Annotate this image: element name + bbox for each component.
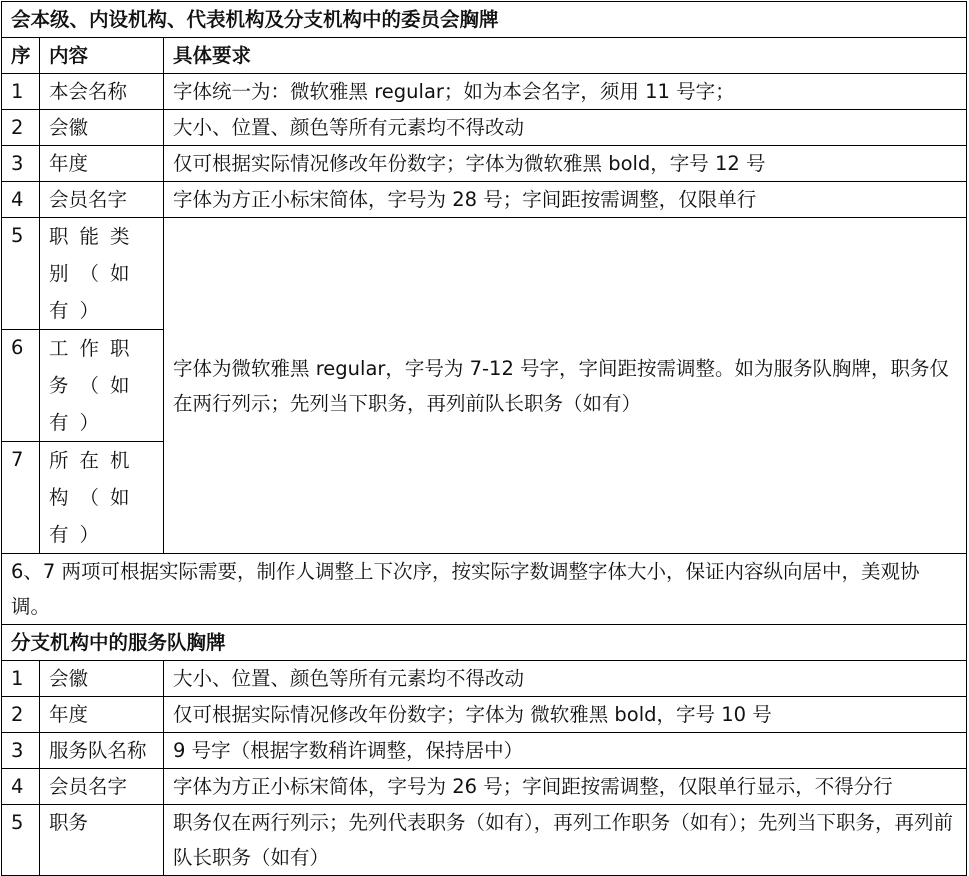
header-seq: 序 [2,38,40,74]
seq-cell: 6 [2,330,40,442]
table-row [2,218,967,330]
table-row [2,661,967,697]
requirement-cell: 字体统一为：微软雅黑 regular；如为本会名字，须用 11 号字； [164,74,967,110]
seq-cell: 3 [2,146,40,182]
seq-cell: 7 [2,442,40,554]
requirement-cell: 字体为方正小标宋简体，字号为 26 号；字间距按需调整，仅限单行显示，不得分行 [164,769,967,805]
seq-cell: 2 [2,697,40,733]
seq-cell: 1 [2,74,40,110]
content-cell: 会徽 [40,110,164,146]
table-row [2,182,967,218]
requirement-cell: 仅可根据实际情况修改年份数字；字体为微软雅黑 bold，字号 12 号 [164,146,967,182]
content-cell: 所在机构（如有） [40,442,164,554]
requirement-cell: 仅可根据实际情况修改年份数字；字体为 微软雅黑 bold，字号 10 号 [164,697,967,733]
badge-spec-table [1,1,967,876]
content-cell: 年度 [40,697,164,733]
content-cell: 职务 [40,805,164,876]
seq-cell: 4 [2,769,40,805]
content-cell: 本会名称 [40,74,164,110]
content-cell: 年度 [40,146,164,182]
seq-cell: 3 [2,733,40,769]
section-header-row [2,2,967,38]
column-header-row [2,38,967,74]
content-cell: 职能类别（如有） [40,218,164,330]
section-header-row [2,625,967,661]
table-row [2,697,967,733]
header-requirement: 具体要求 [164,38,967,74]
note-row [2,554,967,625]
requirement-cell: 大小、位置、颜色等所有元素均不得改动 [164,110,967,146]
content-cell: 工作职务（如有） [40,330,164,442]
content-cell: 服务队名称 [40,733,164,769]
requirement-cell: 职务仅在两行列示；先列代表职务（如有），再列工作职务（如有）；先列当下职务，再列前队长职务（如有） [164,805,967,876]
seq-cell: 5 [2,218,40,330]
header-content: 内容 [40,38,164,74]
merged-requirement-cell: 字体为微软雅黑 regular，字号为 7-12 号字，字间距按需调整。如为服务队胸牌，职务仅在两行列示；先列当下职务，再列前队长职务（如有） [164,218,967,554]
requirement-cell: 9 号字（根据字数稍许调整，保持居中） [164,733,967,769]
seq-cell: 5 [2,805,40,876]
content-cell: 会员名字 [40,769,164,805]
seq-cell: 4 [2,182,40,218]
table-row [2,74,967,110]
section-title: 会本级、内设机构、代表机构及分支机构中的委员会胸牌 [2,2,967,38]
table-row [2,110,967,146]
table-row [2,146,967,182]
table-row [2,733,967,769]
table-row [2,805,967,876]
content-cell: 会徽 [40,661,164,697]
requirement-cell: 字体为方正小标宋简体，字号为 28 号；字间距按需调整，仅限单行 [164,182,967,218]
seq-cell: 1 [2,661,40,697]
seq-cell: 2 [2,110,40,146]
note-text: 6、7 两项可根据实际需要，制作人调整上下次序，按实际字数调整字体大小，保证内容纵向居中，美观协调。 [2,554,967,625]
requirement-cell: 大小、位置、颜色等所有元素均不得改动 [164,661,967,697]
section-title: 分支机构中的服务队胸牌 [2,625,967,661]
content-cell: 会员名字 [40,182,164,218]
table-row [2,769,967,805]
